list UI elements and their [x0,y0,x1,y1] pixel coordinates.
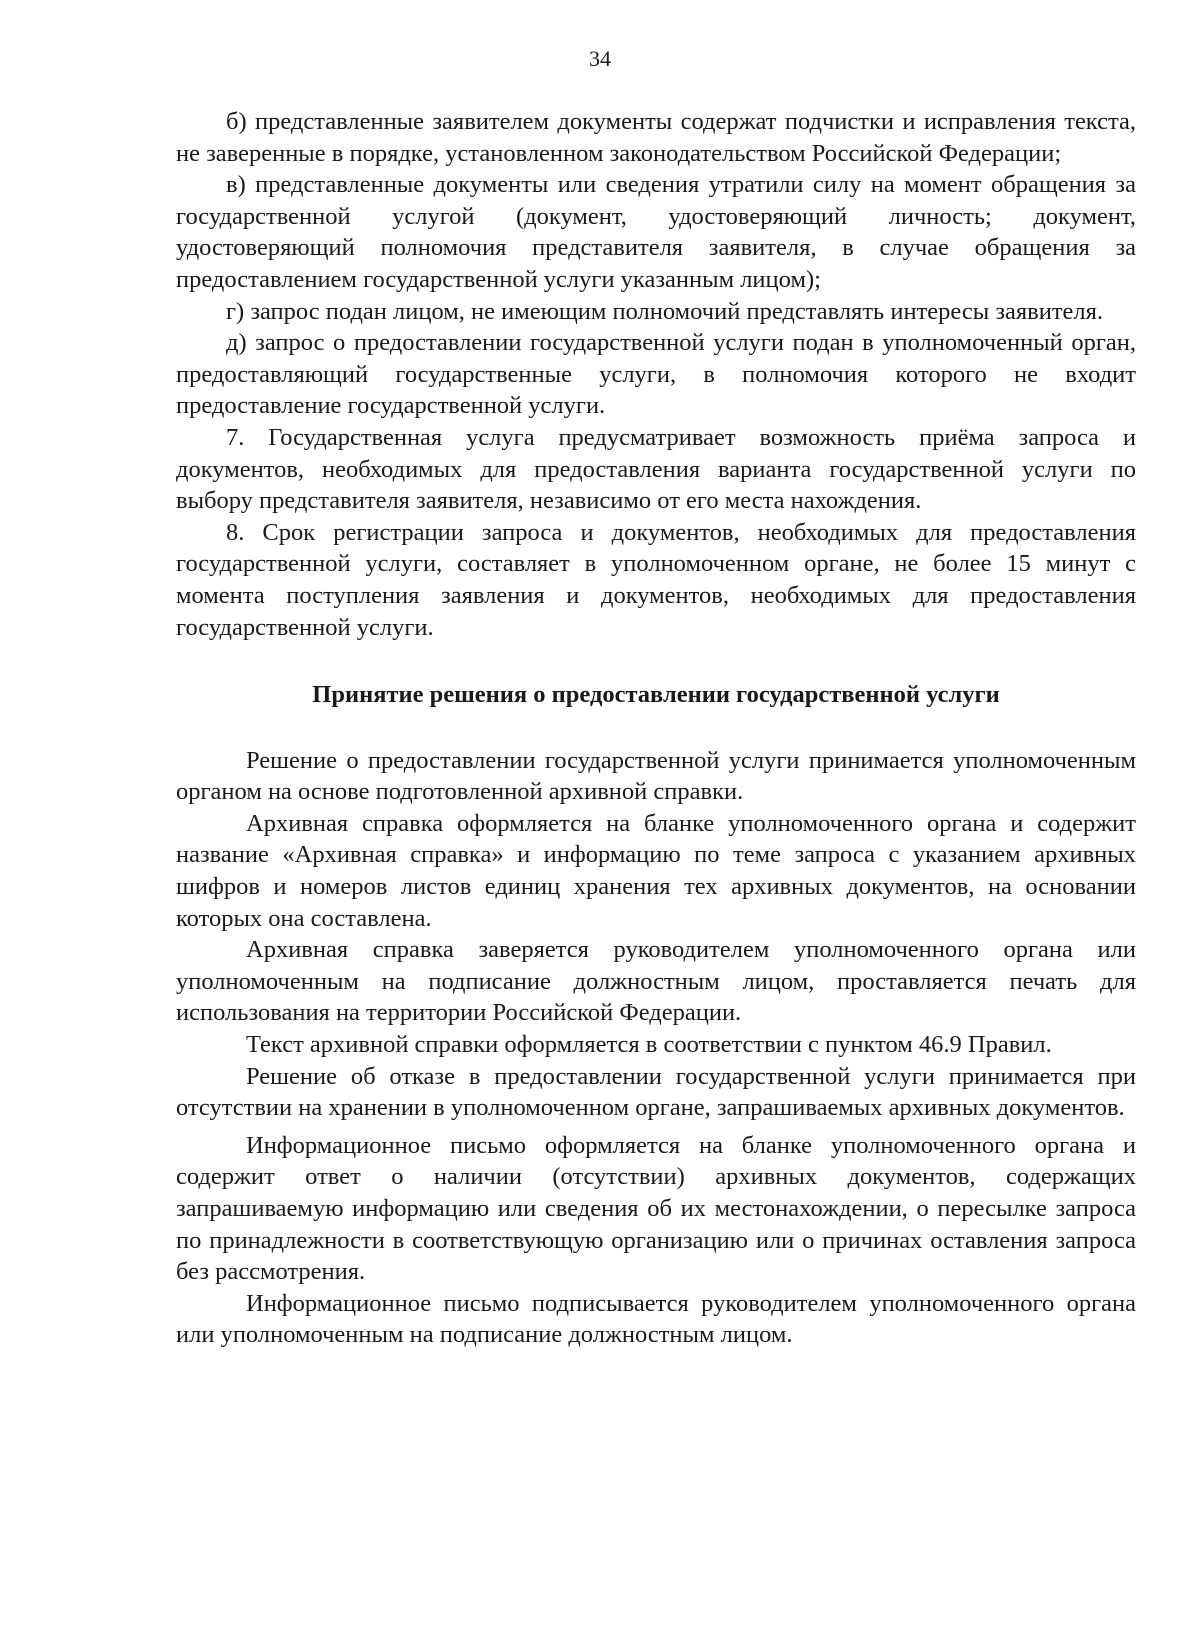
paragraph-archive-certificate-form: Архивная справка оформляется на бланке уполномоченного органа и содержит название «Архивная справка» и информацию по теме запроса с указанием архивных шифров и номеров листов единиц хранения тех архивных документов, на основании которых она составлена. [176,809,1136,932]
paragraph-d: д) запрос о предоставлении государственной услуги подан в уполномоченный орган, предоставляющий государственные услуги, в полномочия которого не входит предоставление государственной услуги. [176,329,1136,420]
paragraph-archive-certificate-signing: Архивная справка заверяется руководителем уполномоченного органа или уполномоченным на подписание должностным лицом, проставляется печать для использования на территории Российской Федерации. [176,936,1136,1027]
paragraph-7: 7. Государственная услуга предусматривает возможность приёма запроса и документов, необходимых для предоставления варианта государственной услуги по выбору представителя заявителя, независимо от его места нахождения. [176,423,1136,515]
document-body [176,106,1136,1351]
paragraph-decision: Решение о предоставлении государственной услуги принимается уполномоченным органом на основе подготовленной архивной справки. [176,746,1136,806]
page-number: 34 [589,46,611,71]
paragraph-g: г) запрос подан лицом, не имеющим полномочий представлять интересы заявителя. [226,297,1104,325]
section-title: Принятие решения о предоставлении государственной услуги [312,681,1000,709]
paragraph-v: в) представленные документы или сведения утратили силу на момент обращения за государственной услугой (документ, удостоверяющий личность; документ, удостоверяющий полномочия представителя заявителя, в случае обращения за предоставлением государственной услуги указанным лицом); [176,171,1136,293]
paragraph-8: 8. Срок регистрации запроса и документов, необходимых для предоставления государственной услуги, составляет в уполномоченном органе, не более 15 минут с момента поступления заявления и документов, необходимых для предоставления государственной услуги. [176,518,1136,641]
paragraph-refusal: Решение об отказе в предоставлении государственной услуги принимается при отсутствии на хранении в уполномоченном органе, запрашиваемых архивных документов. [176,1062,1136,1122]
paragraph-archive-certificate-text: Текст архивной справки оформляется в соответствии с пунктом 46.9 Правил. [246,1031,1052,1059]
paragraph-b: б) представленные заявителем документы содержат подчистки и исправления текста, не заверенные в порядке, установленном законодательством Российской Федерации; [176,108,1136,167]
paragraph-info-letter-signing: Информационное письмо подписывается руководителем уполномоченного органа или уполномоченным на подписание должностным лицом. [176,1289,1136,1349]
paragraph-info-letter-form: Информационное письмо оформляется на бланке уполномоченного органа и содержит ответ о наличии (отсутствии) архивных документов, содержащих запрашиваемую информацию или сведения об их местонахождении, о пересылке запроса по принадлежности в соответствующую организацию или о причинах оставления запроса без рассмотрения. [176,1131,1136,1286]
